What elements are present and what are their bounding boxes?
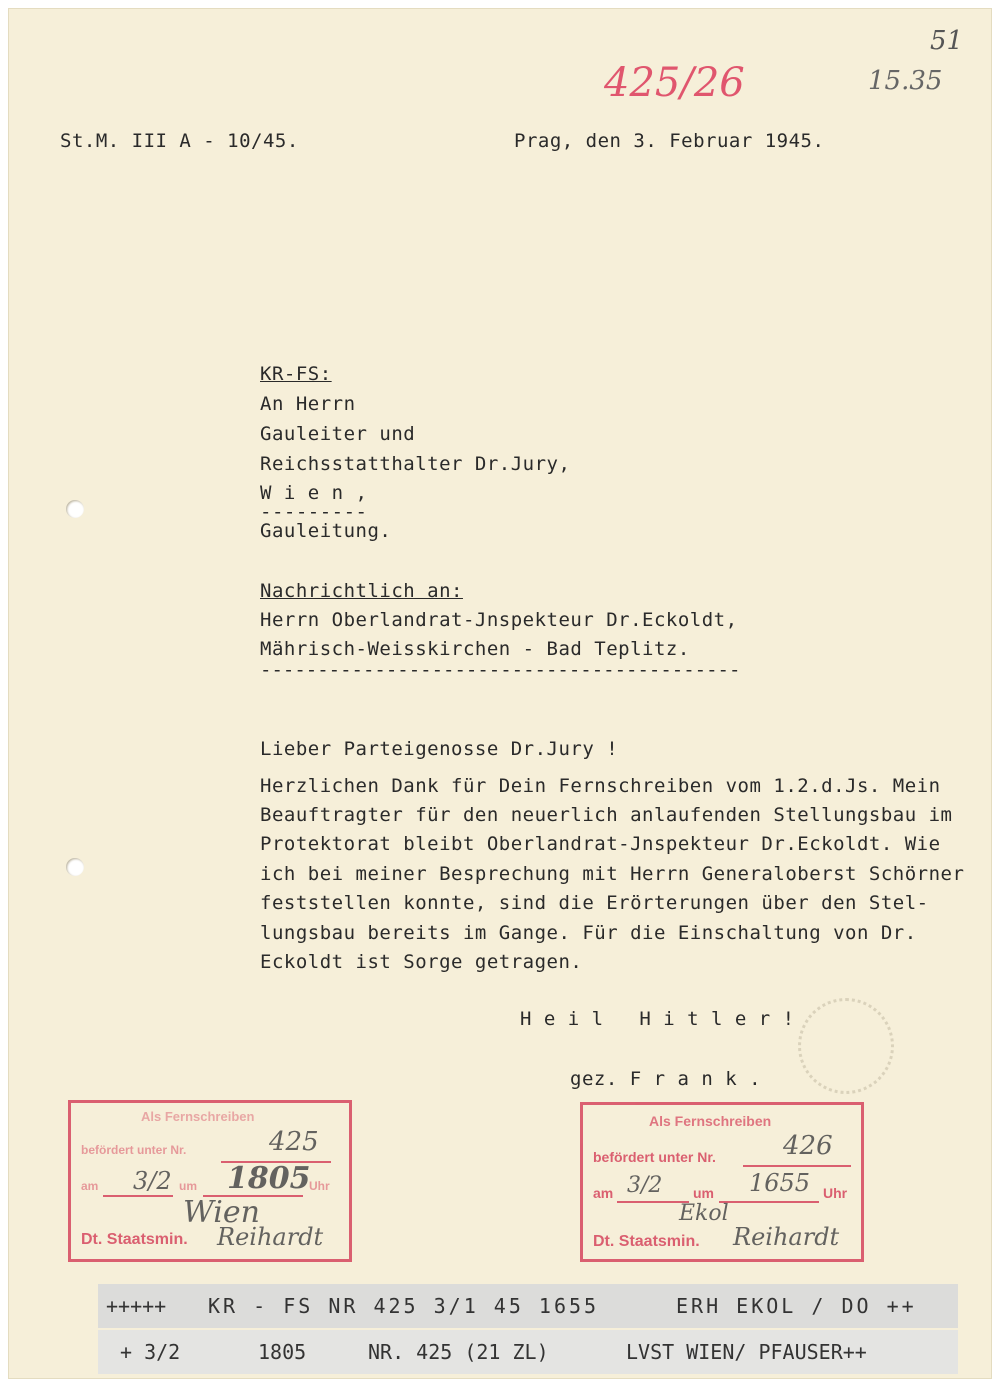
stamp-right-hw-time: 1655 [749, 1169, 811, 1197]
stamp-right-hw-signature: Reihardt [733, 1223, 840, 1251]
stamp-left-office: Dt. Staatsmin. [81, 1231, 188, 1248]
stamp-left-title: Als Fernschreiben [141, 1109, 255, 1124]
stamp-right-row3-uhr: Uhr [823, 1185, 848, 1201]
kr-fs-label: KR-FS: [260, 363, 332, 385]
stamp-left-line-am [103, 1195, 173, 1197]
stamp-left-row3-um: um [179, 1179, 197, 1193]
telex-strip-1-receipt: ERH EKOL / DO ++ [676, 1294, 917, 1318]
stamp-left-hw-place: Wien [183, 1195, 260, 1230]
telex-strip-2-number: NR. 425 (21 ZL) [368, 1340, 549, 1364]
stamp-right-row2: befördert unter Nr. [593, 1149, 716, 1165]
stamp-right-title: Als Fernschreiben [649, 1113, 772, 1129]
signature: gez. F r a n k . [570, 1068, 762, 1090]
telex-strip-2 [98, 1330, 958, 1374]
cc-line-2: Mährisch-Weisskirchen - Bad Teplitz. [260, 638, 690, 660]
faded-round-stamp [798, 998, 894, 1094]
telex-strip-1-header: KR - FS NR 425 3/1 45 1655 [208, 1294, 600, 1318]
body-line: Beauftragter für den neuerlich anlaufenden Stellungsbau im [260, 804, 953, 826]
address-line-3: Reichsstatthalter Dr.Jury, [260, 453, 571, 475]
address-line-5: Gauleitung. [260, 520, 392, 542]
place-date: Prag, den 3. Februar 1945. [514, 130, 825, 152]
stamp-left-hw-signature: Reihardt [217, 1223, 324, 1251]
stamp-left-row3-am: am [81, 1179, 99, 1193]
document-page [8, 8, 992, 1379]
body-line: feststellen konnte, sind die Erörterungen über den Stel- [260, 892, 929, 914]
telex-strip-1-prefix: +++++ [106, 1294, 167, 1318]
stamp-right-row3-um: um [693, 1185, 714, 1201]
telex-strip-2-station: LVST WIEN/ PFAUSER++ [626, 1340, 867, 1364]
stamp-right-line-um [719, 1201, 819, 1203]
handwritten-file-number: 425/26 [604, 60, 745, 106]
body-line: Eckoldt ist Sorge getragen. [260, 951, 583, 973]
punch-hole-top [66, 500, 84, 518]
handwritten-time: 15.35 [868, 66, 943, 96]
body-line: lungsbau bereits im Gange. Für die Einschaltung von Dr. [260, 922, 917, 944]
stamp-right-hw-place: Ekol [679, 1201, 729, 1226]
reference-number: St.M. III A - 10/45. [60, 130, 299, 152]
salutation: Lieber Parteigenosse Dr.Jury ! [260, 738, 619, 760]
body-line: Herzlichen Dank für Dein Fernschreiben vom 1.2.d.Js. Mein [260, 775, 941, 797]
stamp-left-hw-date: 3/2 [133, 1167, 172, 1195]
stamp-right-row3-am: am [593, 1185, 614, 1201]
body-line: ich bei meiner Besprechung mit Herrn Generaloberst Schörner [260, 863, 965, 885]
stamp-right-hw-date: 3/2 [627, 1173, 663, 1198]
stamp-left-hw-nr: 425 [269, 1127, 319, 1157]
stamp-left-row3-uhr: Uhr [309, 1179, 330, 1193]
cc-line-1: Herrn Oberlandrat-Jnspekteur Dr.Eckoldt, [260, 609, 738, 631]
punch-hole-bottom [66, 858, 84, 876]
cc-heading: Nachrichtlich an: [260, 580, 463, 602]
telex-strip-2-time: 1805 [258, 1340, 307, 1364]
stamp-left-hw-time: 1805 [227, 1161, 311, 1196]
address-line-2: Gauleiter und [260, 423, 416, 445]
stamp-left [68, 1100, 352, 1262]
stamp-right-hw-nr: 426 [783, 1131, 833, 1161]
body-line: Protektorat bleibt Oberlandrat-Jnspekteur Dr.Eckoldt. Wie [260, 833, 941, 855]
stamp-left-row2: befördert unter Nr. [81, 1143, 187, 1157]
telex-strip-2-date: + 3/2 [120, 1340, 181, 1364]
address-line-4-rule: --------- [260, 501, 368, 523]
stamp-right-office: Dt. Staatsmin. [593, 1233, 700, 1250]
cc-rule: ------------------------------------------ [260, 659, 741, 681]
closing-greeting: H e i l H i t l e r ! [520, 1008, 795, 1030]
stamp-right-line-nr [743, 1165, 851, 1167]
address-line-1: An Herrn [260, 393, 356, 415]
handwritten-page-number: 51 [930, 26, 964, 56]
stamp-right [580, 1102, 864, 1262]
address-line-4: W i e n , [260, 482, 368, 504]
telex-strip-1 [98, 1284, 958, 1328]
